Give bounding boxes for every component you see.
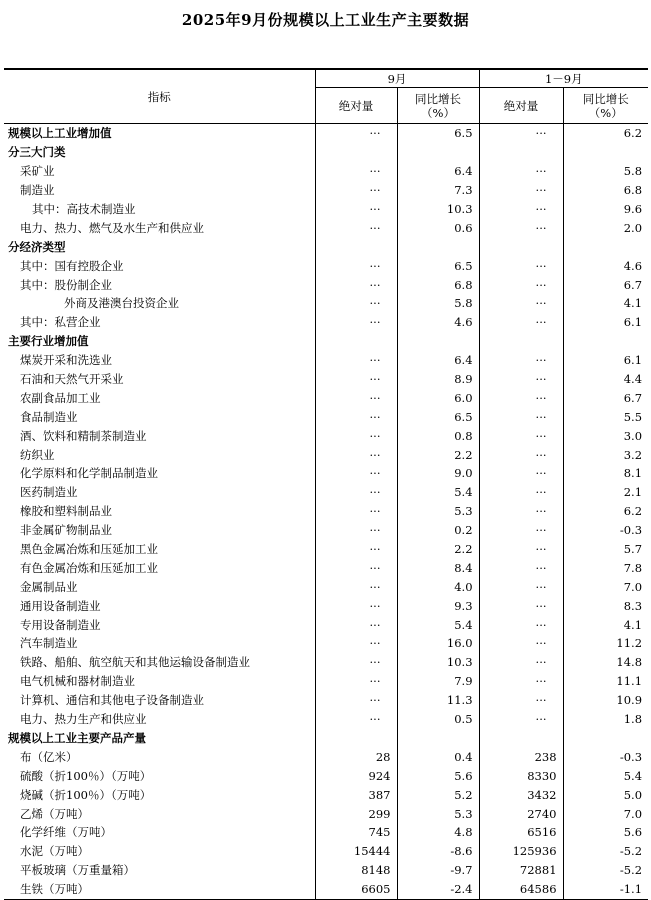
table-row [4, 370, 648, 389]
row-month-growth: 11.3 [397, 691, 479, 710]
row-month-absolute: ··· [315, 577, 397, 596]
header-ytd-growth: 同比增长 （%） [563, 88, 648, 124]
row-month-absolute: ··· [315, 124, 397, 143]
row-ytd-absolute: ··· [479, 181, 563, 200]
row-month-absolute: ··· [315, 691, 397, 710]
row-ytd-growth [563, 143, 648, 162]
row-ytd-growth: -5.2 [563, 842, 648, 861]
table-row [4, 200, 648, 219]
row-ytd-growth: 6.8 [563, 181, 648, 200]
row-month-growth: 6.4 [397, 351, 479, 370]
row-month-growth: 4.0 [397, 577, 479, 596]
row-month-growth: 6.0 [397, 388, 479, 407]
row-ytd-growth: 6.7 [563, 388, 648, 407]
table-row [4, 615, 648, 634]
row-ytd-growth: 5.8 [563, 162, 648, 181]
row-month-absolute: ··· [315, 634, 397, 653]
row-ytd-growth: -5.2 [563, 861, 648, 880]
row-month-absolute: 8148 [315, 861, 397, 880]
row-ytd-absolute: ··· [479, 370, 563, 389]
row-ytd-absolute: ··· [479, 710, 563, 729]
row-ytd-growth: 5.0 [563, 785, 648, 804]
row-month-growth [397, 729, 479, 748]
row-ytd-growth: 8.1 [563, 464, 648, 483]
row-month-growth: 2.2 [397, 445, 479, 464]
table-row [4, 766, 648, 785]
row-month-growth: 0.2 [397, 521, 479, 540]
row-ytd-absolute: ··· [479, 445, 563, 464]
row-month-growth: 6.4 [397, 162, 479, 181]
row-indicator-name: 其中：国有控股企业 [20, 258, 124, 273]
row-ytd-growth: 3.0 [563, 426, 648, 445]
row-indicator-name: 主要行业增加值 [8, 334, 89, 349]
table-row [4, 785, 648, 804]
table-row [4, 710, 648, 729]
table-row [4, 672, 648, 691]
header-ytd-absolute: 绝对量 [479, 88, 563, 124]
row-month-growth: 5.3 [397, 804, 479, 823]
row-month-absolute: ··· [315, 181, 397, 200]
row-indicator-name: 计算机、通信和其他电子设备制造业 [20, 693, 204, 708]
row-indicator-name: 采矿业 [20, 164, 55, 179]
row-month-absolute: ··· [315, 615, 397, 634]
row-ytd-growth: 4.1 [563, 294, 648, 313]
table-header [4, 69, 648, 124]
table-row [4, 521, 648, 540]
row-indicator-name: 铁路、船舶、航空航天和其他运输设备制造业 [20, 655, 250, 670]
row-ytd-absolute: ··· [479, 577, 563, 596]
row-ytd-absolute: 125936 [479, 842, 563, 861]
row-indicator-name: 平板玻璃（万重量箱） [20, 863, 135, 878]
row-ytd-absolute: ··· [479, 483, 563, 502]
row-ytd-absolute: 8330 [479, 766, 563, 785]
row-month-absolute: 387 [315, 785, 397, 804]
row-month-growth: 0.6 [397, 218, 479, 237]
row-month-absolute: ··· [315, 710, 397, 729]
row-month-growth: 2.2 [397, 540, 479, 559]
row-ytd-growth: 6.1 [563, 313, 648, 332]
row-month-growth: 7.3 [397, 181, 479, 200]
row-month-growth: 16.0 [397, 634, 479, 653]
table-row [4, 861, 648, 880]
row-ytd-growth: -1.1 [563, 880, 648, 899]
table-row [4, 653, 648, 672]
row-month-growth: 0.8 [397, 426, 479, 445]
row-month-growth: 6.5 [397, 124, 479, 143]
row-indicator-name: 橡胶和塑料制品业 [20, 504, 112, 519]
table-row [4, 426, 648, 445]
table-row [4, 332, 648, 351]
row-indicator-name: 酒、饮料和精制茶制造业 [20, 428, 147, 443]
table-row [4, 218, 648, 237]
row-ytd-growth: 7.0 [563, 577, 648, 596]
row-indicator-name: 化学纤维（万吨） [20, 825, 112, 840]
row-ytd-growth: 14.8 [563, 653, 648, 672]
table-row [4, 181, 648, 200]
row-ytd-growth [563, 332, 648, 351]
row-month-absolute: ··· [315, 540, 397, 559]
row-ytd-absolute [479, 332, 563, 351]
row-month-growth: 4.6 [397, 313, 479, 332]
row-indicator-name: 规模以上工业主要产品产量 [8, 730, 146, 745]
row-indicator-name: 布（亿米） [20, 749, 78, 764]
row-indicator-name: 专用设备制造业 [20, 617, 101, 632]
row-month-absolute: ··· [315, 275, 397, 294]
row-month-absolute: ··· [315, 464, 397, 483]
header-period-ytd: 1－9月 [479, 69, 648, 88]
row-ytd-absolute: ··· [479, 615, 563, 634]
table-row [4, 124, 648, 143]
row-ytd-absolute: ··· [479, 691, 563, 710]
row-ytd-growth: 9.6 [563, 200, 648, 219]
row-indicator-name: 乙烯（万吨） [20, 806, 89, 821]
row-month-absolute: ··· [315, 596, 397, 615]
row-indicator-name: 通用设备制造业 [20, 598, 101, 613]
table-row [4, 464, 648, 483]
row-ytd-growth: 5.4 [563, 766, 648, 785]
row-ytd-absolute: ··· [479, 540, 563, 559]
row-month-absolute: ··· [315, 483, 397, 502]
row-ytd-absolute: ··· [479, 218, 563, 237]
row-indicator-name: 医药制造业 [20, 485, 78, 500]
row-indicator-name: 农副食品加工业 [20, 390, 101, 405]
table-row [4, 502, 648, 521]
row-month-absolute [315, 143, 397, 162]
row-indicator-name: 电力、热力、燃气及水生产和供应业 [20, 220, 204, 235]
row-ytd-growth: 4.6 [563, 256, 648, 275]
row-ytd-absolute: ··· [479, 653, 563, 672]
table-row [4, 388, 648, 407]
row-month-growth: 5.8 [397, 294, 479, 313]
row-ytd-absolute: 6516 [479, 823, 563, 842]
row-month-growth [397, 332, 479, 351]
row-month-growth [397, 143, 479, 162]
row-month-growth: -2.4 [397, 880, 479, 899]
row-month-absolute: ··· [315, 521, 397, 540]
row-ytd-growth: 6.7 [563, 275, 648, 294]
row-ytd-growth [563, 237, 648, 256]
row-ytd-absolute: ··· [479, 672, 563, 691]
table-row [4, 294, 648, 313]
row-ytd-absolute: ··· [479, 388, 563, 407]
row-month-growth [397, 237, 479, 256]
row-ytd-growth: 4.4 [563, 370, 648, 389]
row-indicator-name: 黑色金属冶炼和压延加工业 [20, 542, 158, 557]
table-row [4, 691, 648, 710]
row-ytd-absolute: ··· [479, 275, 563, 294]
row-ytd-absolute: ··· [479, 426, 563, 445]
row-month-absolute: ··· [315, 672, 397, 691]
row-month-absolute: 745 [315, 823, 397, 842]
row-month-absolute: ··· [315, 200, 397, 219]
row-ytd-growth: 1.8 [563, 710, 648, 729]
row-month-absolute: ··· [315, 426, 397, 445]
row-ytd-growth: 11.2 [563, 634, 648, 653]
table-row [4, 880, 648, 899]
data-table [4, 68, 648, 900]
row-indicator-name: 制造业 [20, 183, 55, 198]
row-ytd-growth: 2.0 [563, 218, 648, 237]
row-ytd-growth: -0.3 [563, 521, 648, 540]
row-ytd-growth: 5.7 [563, 540, 648, 559]
row-month-growth: 10.3 [397, 653, 479, 672]
row-month-absolute: ··· [315, 370, 397, 389]
row-month-growth: 6.5 [397, 407, 479, 426]
row-indicator-name: 外商及港澳台投资企业 [64, 296, 179, 311]
row-month-absolute [315, 237, 397, 256]
table-row [4, 747, 648, 766]
row-ytd-absolute: ··· [479, 351, 563, 370]
row-indicator-name: 其中：高技术制造业 [32, 202, 136, 216]
header-month-growth: 同比增长 （%） [397, 88, 479, 124]
row-ytd-absolute: ··· [479, 313, 563, 332]
row-ytd-growth: 3.2 [563, 445, 648, 464]
row-indicator-name: 电气机械和器材制造业 [20, 674, 135, 689]
table-row [4, 483, 648, 502]
row-ytd-absolute: ··· [479, 634, 563, 653]
row-month-growth: 0.4 [397, 747, 479, 766]
row-month-absolute: ··· [315, 256, 397, 275]
row-ytd-absolute: 72881 [479, 861, 563, 880]
row-month-growth: 8.4 [397, 558, 479, 577]
row-ytd-absolute: ··· [479, 124, 563, 143]
row-month-absolute: ··· [315, 218, 397, 237]
row-month-growth: 5.4 [397, 483, 479, 502]
row-month-absolute: ··· [315, 313, 397, 332]
row-month-growth: 5.2 [397, 785, 479, 804]
row-month-growth: 5.6 [397, 766, 479, 785]
row-indicator-name: 分三大门类 [8, 145, 66, 160]
table-row [4, 143, 648, 162]
row-indicator-name: 电力、热力生产和供应业 [20, 712, 147, 727]
row-ytd-growth: 7.0 [563, 804, 648, 823]
row-indicator-name: 硫酸（折100％）（万吨） [20, 768, 152, 783]
row-ytd-absolute: 3432 [479, 785, 563, 804]
row-month-absolute: ··· [315, 407, 397, 426]
row-indicator-name: 其中：股份制企业 [20, 277, 112, 292]
page-title: 2025年9月份规模以上工业生产主要数据 [181, 11, 470, 29]
row-month-absolute: 6605 [315, 880, 397, 899]
row-indicator-name: 纺织业 [20, 447, 55, 462]
row-ytd-growth: 6.1 [563, 351, 648, 370]
row-ytd-absolute: ··· [479, 407, 563, 426]
row-indicator-name: 水泥（万吨） [20, 844, 89, 859]
row-month-growth: -9.7 [397, 861, 479, 880]
row-month-growth: 9.0 [397, 464, 479, 483]
table-row [4, 351, 648, 370]
row-month-growth: 6.8 [397, 275, 479, 294]
row-month-absolute: ··· [315, 351, 397, 370]
row-indicator-name: 非金属矿物制品业 [20, 523, 112, 538]
row-month-absolute: ··· [315, 653, 397, 672]
row-indicator-name: 石油和天然气开采业 [20, 372, 124, 387]
table-row [4, 275, 648, 294]
row-ytd-absolute [479, 729, 563, 748]
row-month-absolute: 924 [315, 766, 397, 785]
table-row [4, 237, 648, 256]
row-indicator-name: 食品制造业 [20, 409, 78, 424]
row-indicator-name: 其中：私营企业 [20, 315, 101, 330]
row-month-absolute: ··· [315, 388, 397, 407]
row-ytd-growth: 11.1 [563, 672, 648, 691]
table-row [4, 445, 648, 464]
table-row [4, 407, 648, 426]
row-month-absolute: 15444 [315, 842, 397, 861]
table-row [4, 256, 648, 275]
row-month-absolute: 28 [315, 747, 397, 766]
row-ytd-growth: 2.1 [563, 483, 648, 502]
row-month-growth: 5.3 [397, 502, 479, 521]
row-ytd-growth [563, 729, 648, 748]
row-month-growth: 9.3 [397, 596, 479, 615]
row-indicator-name: 煤炭开采和洗选业 [20, 353, 112, 368]
row-ytd-absolute: ··· [479, 502, 563, 521]
row-ytd-absolute: ··· [479, 596, 563, 615]
table-body [4, 124, 648, 900]
row-ytd-growth: 8.3 [563, 596, 648, 615]
row-month-growth: 6.5 [397, 256, 479, 275]
row-ytd-absolute: ··· [479, 256, 563, 275]
row-month-growth: 8.9 [397, 370, 479, 389]
row-month-growth: 7.9 [397, 672, 479, 691]
row-month-growth: 4.8 [397, 823, 479, 842]
table-row [4, 558, 648, 577]
row-month-growth: 5.4 [397, 615, 479, 634]
row-ytd-growth: 6.2 [563, 502, 648, 521]
row-ytd-growth: 5.6 [563, 823, 648, 842]
table-row [4, 729, 648, 748]
row-indicator-name: 分经济类型 [8, 239, 66, 254]
row-ytd-absolute: 238 [479, 747, 563, 766]
row-indicator-name: 汽车制造业 [20, 636, 78, 651]
table-row [4, 313, 648, 332]
row-ytd-absolute [479, 143, 563, 162]
table-row [4, 577, 648, 596]
row-ytd-absolute: ··· [479, 558, 563, 577]
row-month-absolute [315, 729, 397, 748]
row-month-growth: 10.3 [397, 200, 479, 219]
table-row [4, 634, 648, 653]
row-ytd-growth: 5.5 [563, 407, 648, 426]
row-ytd-growth: -0.3 [563, 747, 648, 766]
row-month-growth: 0.5 [397, 710, 479, 729]
row-indicator-name: 烧碱（折100％）（万吨） [20, 787, 152, 802]
row-indicator-name: 生铁（万吨） [4, 880, 315, 899]
row-ytd-growth: 4.1 [563, 615, 648, 634]
row-indicator-name: 有色金属冶炼和压延加工业 [20, 560, 158, 575]
header-indicator: 指标 [4, 69, 315, 124]
row-ytd-growth: 10.9 [563, 691, 648, 710]
table-row [4, 842, 648, 861]
row-month-absolute: ··· [315, 558, 397, 577]
table-row [4, 596, 648, 615]
row-ytd-absolute: ··· [479, 294, 563, 313]
row-month-absolute: ··· [315, 445, 397, 464]
row-indicator-name: 规模以上工业增加值 [8, 126, 112, 141]
row-ytd-absolute: ··· [479, 521, 563, 540]
row-month-absolute: ··· [315, 502, 397, 521]
table-row [4, 823, 648, 842]
header-month-absolute: 绝对量 [315, 88, 397, 124]
row-ytd-absolute: ··· [479, 200, 563, 219]
row-month-absolute: ··· [315, 294, 397, 313]
row-month-absolute: ··· [315, 162, 397, 181]
row-month-growth: -8.6 [397, 842, 479, 861]
row-month-absolute [315, 332, 397, 351]
row-indicator-name: 化学原料和化学制品制造业 [20, 466, 158, 481]
row-month-absolute: 299 [315, 804, 397, 823]
table-row [4, 162, 648, 181]
table-row [4, 540, 648, 559]
row-ytd-absolute [479, 237, 563, 256]
row-ytd-absolute: 64586 [479, 880, 563, 899]
row-ytd-absolute: ··· [479, 464, 563, 483]
row-ytd-absolute: ··· [479, 162, 563, 181]
row-indicator-name: 金属制品业 [20, 579, 78, 594]
header-period-month: 9月 [315, 69, 479, 88]
row-ytd-growth: 6.2 [563, 124, 648, 143]
row-ytd-absolute: 2740 [479, 804, 563, 823]
row-ytd-growth: 7.8 [563, 558, 648, 577]
table-row [4, 804, 648, 823]
